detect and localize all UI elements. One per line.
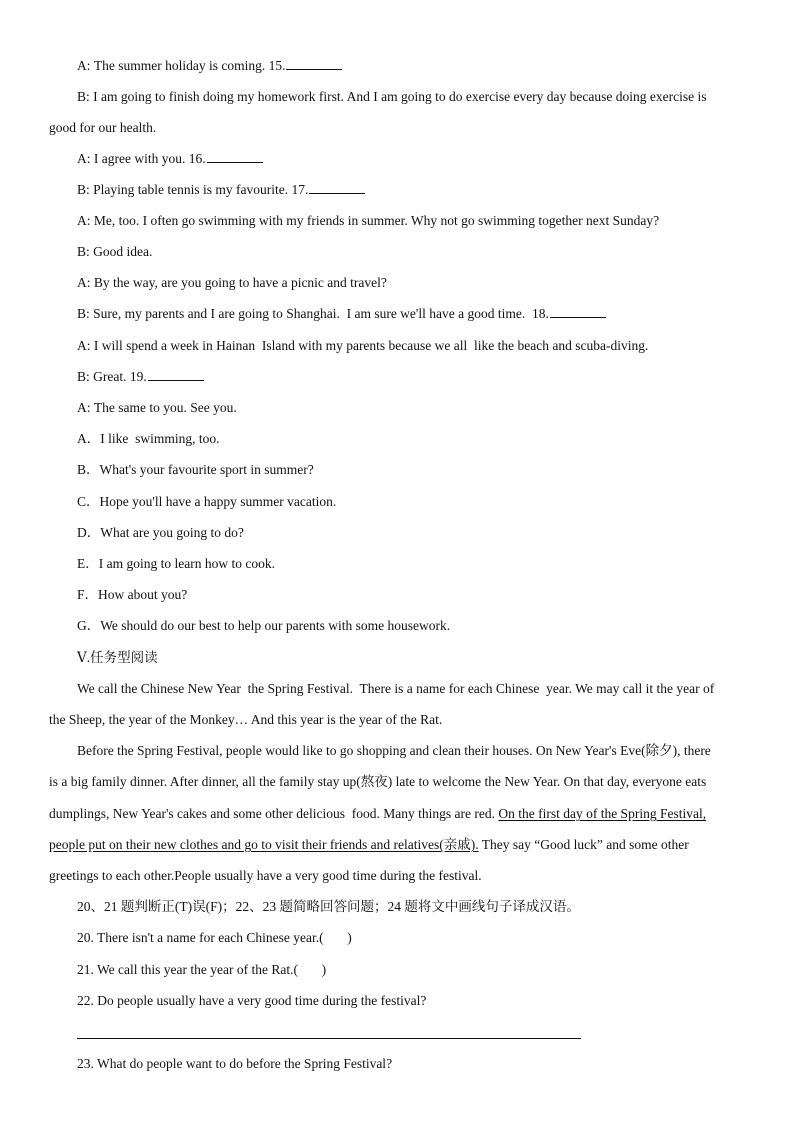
passage-p2-line3: dumplings, New Year's cakes and some other delicious food. Many things are red. On the first day of the Spring Festival, [49,806,707,821]
underlined-sentence-part2: people put on their new clothes and go to visit their friends and relatives(亲戚). [49,837,479,852]
question-20: 20. There isn't a name for each Chinese year.( ) [77,930,352,945]
dialogue-line-9: A: I will spend a week in Hainan Island with my parents because we all like the beach and scuba-diving. [77,338,649,353]
dialogue-line-8: B: Sure, my parents and I are going to Shanghai. I am sure we'll have a good time. 18. [49,298,745,329]
answer-blank-15[interactable] [286,56,342,70]
answer-paren-20[interactable] [324,930,348,945]
option-d: D．What are you going to do? [77,525,244,540]
answer-blank-17[interactable] [309,180,365,194]
passage-p2-line4: people put on their new clothes and go to visit their friends and relatives(亲戚). They say “Good luck” and some other [49,837,689,852]
option-e: E．I am going to learn how to cook. [77,556,275,571]
dialogue-line-2: B: I am going to finish doing my homework first. And I am going to do exercise every day because doing exercise is [77,89,707,104]
option-b: B．What's your favourite sport in summer? [77,462,314,477]
underlined-sentence-part1: On the first day of the Spring Festival, [498,806,707,821]
passage-p1-line2: the Sheep, the year of the Monkey… And this year is the year of the Rat. [49,712,443,727]
answer-blank-16[interactable] [207,149,263,163]
dialogue-line-2-cont: good for our health. [49,120,157,135]
section-heading: Ⅴ.任务型阅读 [77,650,158,665]
dialogue-line-4: B: Playing table tennis is my favourite. 17. [49,174,745,205]
dialogue-line-6: B: Good idea. [77,244,153,259]
dialogue-line-11: A: The same to you. See you. [77,400,237,415]
passage-p2-line5: greetings to each other.People usually have a very good time during the festival. [49,868,482,883]
option-g: G．We should do our best to help our parents with some housework. [77,618,451,633]
option-f: F．How about you? [77,587,188,602]
task-instructions: 20、21 题判断正(T)误(F)；22、23 题简略回答问题；24 题将文中画线句子译成汉语。 [77,899,580,914]
question-22: 22. Do people usually have a very good time during the festival? [77,993,427,1008]
dialogue-line-10: B: Great. 19. [49,361,745,392]
dialogue-line-3: A: I agree with you. 16. [49,143,745,174]
question-21: 21. We call this year the year of the Rat.( ) [77,962,327,977]
answer-line-22[interactable] [77,1038,581,1039]
dialogue-line-1: A: The summer holiday is coming. 15. [49,50,745,81]
passage-p2-line1: Before the Spring Festival, people would like to go shopping and clean their houses. On New Year's Eve(除夕), there [77,743,711,758]
answer-paren-21[interactable] [298,962,322,977]
passage-p1-line1: We call the Chinese New Year the Spring Festival. There is a name for each Chinese year. We may call it the year of [77,681,715,696]
option-a: A．I like swimming, too. [77,431,220,446]
question-23: 23. What do people want to do before the Spring Festival? [77,1056,393,1071]
dialogue-line-5: A: Me, too. I often go swimming with my friends in summer. Why not go swimming together next Sunday? [77,213,660,228]
passage-p2-line2: is a big family dinner. After dinner, all the family stay up(熬夜) late to welcome the New Year. On that day, everyone eats [49,774,707,789]
dialogue-line-7: A: By the way, are you going to have a picnic and travel? [77,275,387,290]
answer-blank-18[interactable] [550,304,606,318]
option-c: C．Hope you'll have a happy summer vacation. [77,494,337,509]
answer-blank-19[interactable] [148,367,204,381]
